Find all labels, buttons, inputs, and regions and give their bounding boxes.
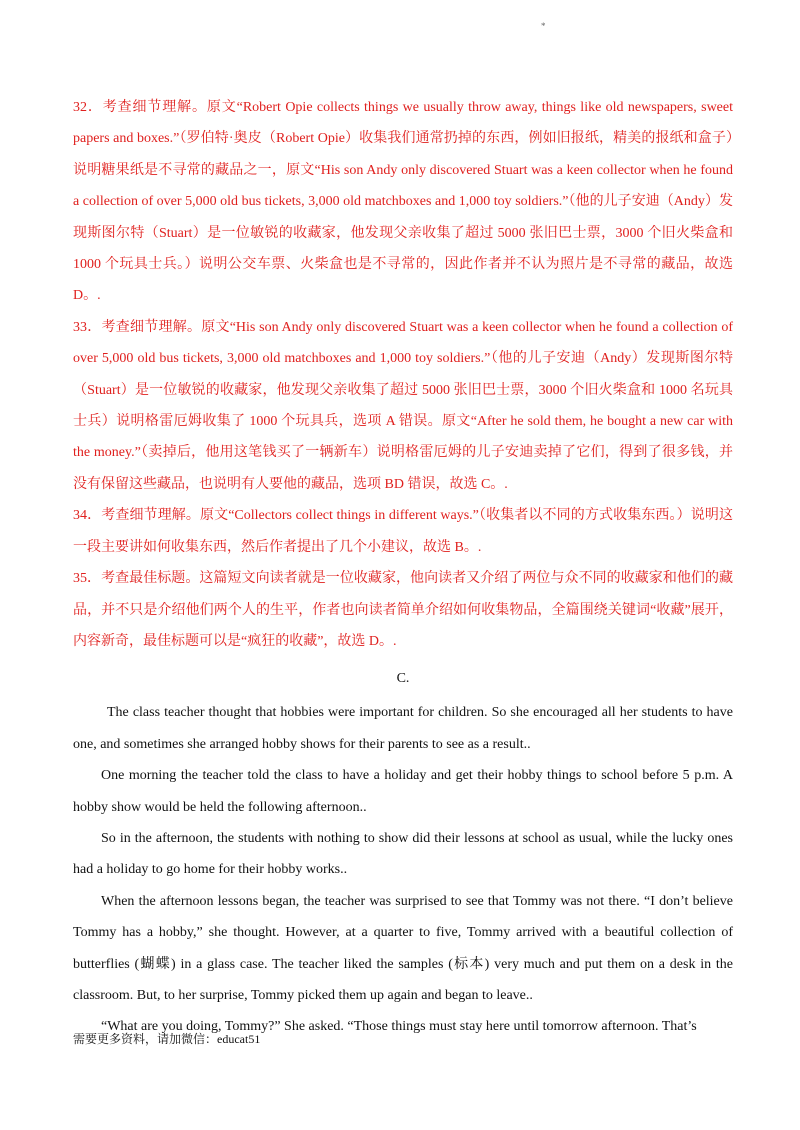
section-heading: C. [396, 671, 410, 687]
answer-explanation-33: 33．考查细节理解。原文“His son Andy only discovered Stuart was a keen collector when he found a collection of over 5,000 old bus tickets, 3,000 old matchboxes and 1,000 toy soldiers.”（他的儿子安迪（Andy）发现斯图尔特（Stuart）是一位敏锐的收藏家，他发现父亲收集了超过 5000 张旧巴士票，3000 个旧火柴盒和 1000 名玩具士兵）说明格雷厄姆收集了 1000 个玩具兵，选项 A 错误。原文“After he sold them, he bought a new car with the money.”（卖掉后，他用这笔钱买了一辆新车）说明格雷厄姆的儿子安迪卖掉了它们，得到了很多钱，并没有保留这些藏品，也说明有人要他的藏品，选项 BD 错误，故选 C。. [73, 319, 733, 492]
passage-paragraph-4: When the afternoon lessons began, the teacher was surprised to see that Tommy was not there. “I don’t believe Tommy has a hobby,” she thought. However, at a quarter to five, Tommy arrived with a beautiful collection of butterflies (蝴蝶) in a glass case. The teacher liked the samples (标本) very much and put them on a desk in the classroom. But, to her surprise, Tommy picked them up again and began to leave.. [73, 893, 733, 1003]
document-body [73, 92, 733, 1043]
answer-explanation-32: 32．考查细节理解。原文“Robert Opie collects things we usually throw away, things like old newspapers, sweet papers and boxes.”（罗伯特·奥皮（Robert Opie）收集我们通常扔掉的东西，例如旧报纸，精美的报纸和盒子）说明糖果纸是不寻常的藏品之一，原文“His son Andy only discovered Stuart was a keen collector when he found a collection of over 5,000 old bus tickets, 3,000 old matchboxes and 1,000 toy soldiers.”（他的儿子安迪（Andy）发现斯图尔特（Stuart）是一位敏锐的收藏家，他发现父亲收集了超过 5000 张旧巴士票，3000 个旧火柴盒和 1000 个玩具士兵。）说明公交车票、火柴盒也是不寻常的，因此作者并不认为照片是不寻常的藏品，故选 D。. [73, 100, 733, 304]
answer-explanation-35: 35．考查最佳标题。这篇短文向读者就是一位收藏家，他向读者又介绍了两位与众不同的收藏家和他们的藏品，并不只是介绍他们两个人的生平，作者也向读者简单介绍如何收集物品，全篇围绕关键词“收藏”展开，内容新奇，最佳标题可以是“疯狂的收藏”，故选 D。. [73, 571, 733, 649]
footer-note: 需要更多资料，请加微信：educat51 [73, 1032, 261, 1046]
passage-paragraph-5: “What are you doing, Tommy?” She asked. “Those things must stay here until tomorrow afternoon. That’s [101, 1019, 697, 1035]
passage-paragraph-3: So in the afternoon, the students with nothing to show did their lessons at school as usual, while the lucky ones had a holiday to go home for their hobby works.. [73, 830, 733, 878]
header-mark: * [541, 21, 546, 31]
passage-paragraph-2: One morning the teacher told the class to have a holiday and get their hobby things to school before 5 p.m. A hobby show would be held the following afternoon.. [73, 768, 733, 815]
passage-paragraph-1: The class teacher thought that hobbies were important for children. So she encouraged all her students to have one, and sometimes she arranged hobby shows for their parents to see as a result.. [73, 705, 733, 752]
answer-explanation-34: 34．考查细节理解。原文“Collectors collect things in different ways.”（收集者以不同的方式收集东西。）说明这一段主要讲如何收集东西，然后作者提出了几个小建议，故选 B。. [73, 508, 733, 555]
